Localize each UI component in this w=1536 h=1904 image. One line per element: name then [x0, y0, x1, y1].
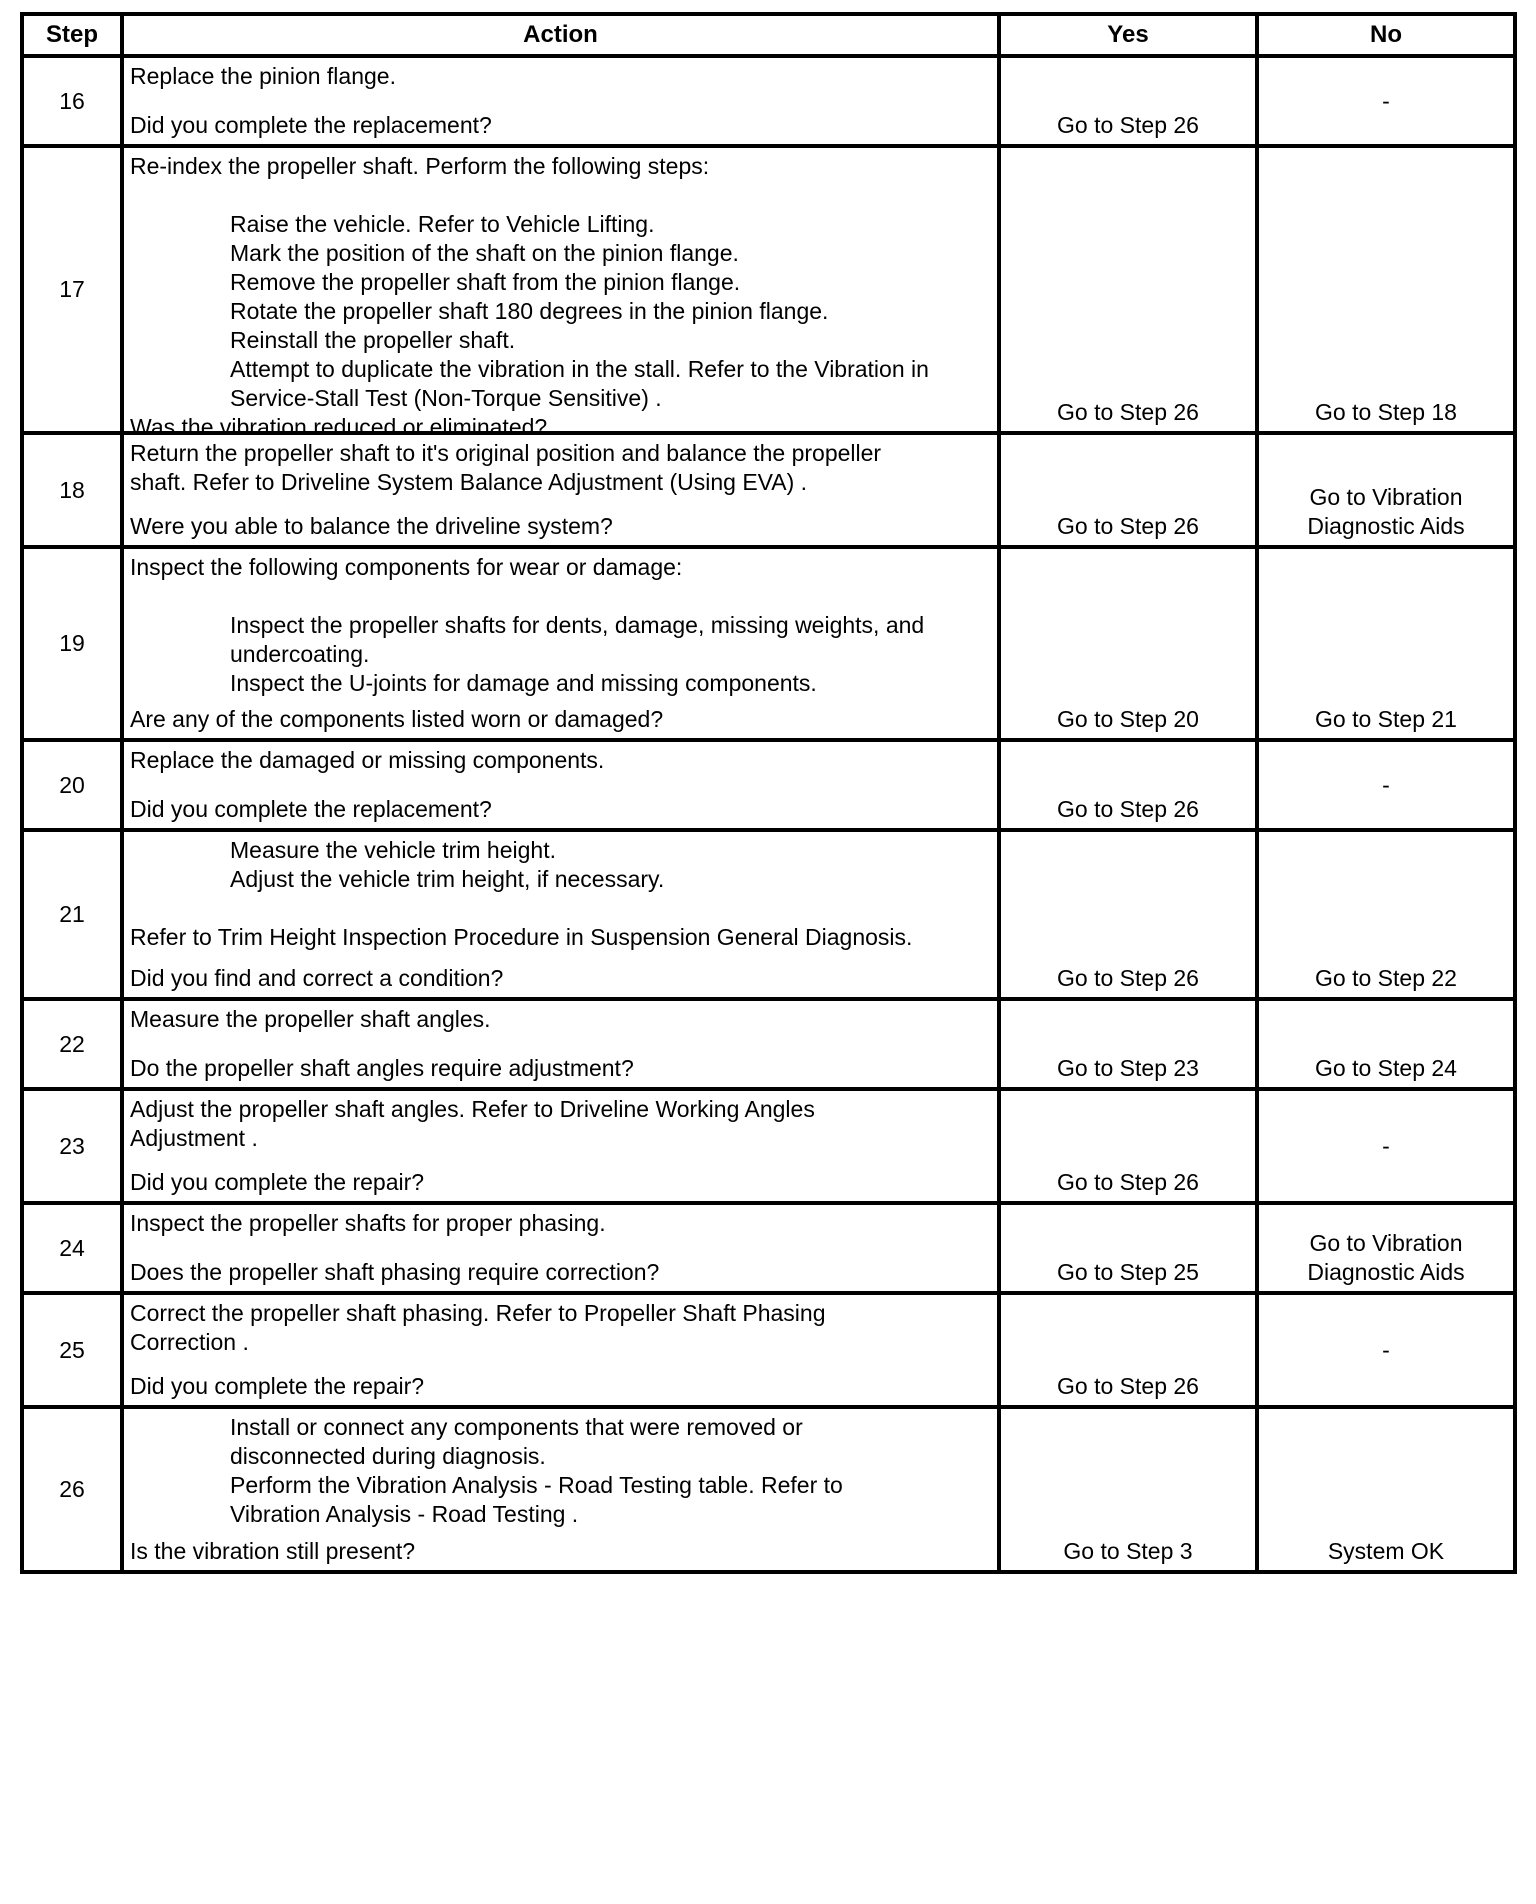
- action-cell: [122, 1293, 999, 1407]
- yes-cell: [999, 999, 1257, 1089]
- yes-answer: Go to Step 26: [1057, 112, 1199, 138]
- table-row: [22, 1407, 1515, 1572]
- yes-cell: [999, 146, 1257, 433]
- header-no: No: [1257, 14, 1515, 56]
- yes-cell: [999, 1203, 1257, 1293]
- action-line: shaft. Refer to Driveline System Balance Adjustment (Using EVA) .: [130, 469, 808, 495]
- no-answer: Diagnostic Aids: [1307, 513, 1465, 539]
- table-row: [22, 56, 1515, 146]
- step-number: 18: [22, 433, 122, 547]
- yes-answer: Go to Step 25: [1057, 1259, 1199, 1285]
- header-yes: Yes: [999, 14, 1257, 56]
- action-subline: Inspect the U-joints for damage and missing components.: [230, 670, 817, 696]
- action-line: Inspect the propeller shafts for proper phasing.: [130, 1210, 606, 1236]
- table-row: [22, 1203, 1515, 1293]
- action-cell: [122, 547, 999, 740]
- action-subline: Install or connect any components that were removed or: [230, 1414, 803, 1440]
- yes-cell: [999, 830, 1257, 999]
- action-line: Measure the propeller shaft angles.: [130, 1006, 491, 1032]
- table-row: [22, 740, 1515, 830]
- no-cell: [1257, 56, 1515, 146]
- yes-cell: [999, 1407, 1257, 1572]
- action-line: Refer to Trim Height Inspection Procedure in Suspension General Diagnosis.: [130, 924, 913, 950]
- action-question: Did you complete the repair?: [130, 1169, 425, 1195]
- action-question: Did you complete the repair?: [130, 1373, 425, 1399]
- action-subline: disconnected during diagnosis.: [230, 1443, 546, 1469]
- diagnostic-table: [20, 12, 1517, 1574]
- step-number: 24: [22, 1203, 122, 1293]
- action-line: Correct the propeller shaft phasing. Refer to Propeller Shaft Phasing: [130, 1300, 826, 1326]
- action-cell: [122, 146, 999, 440]
- no-answer: System OK: [1327, 1538, 1445, 1564]
- action-subline: Perform the Vibration Analysis - Road Testing table. Refer to: [230, 1472, 843, 1498]
- action-cell: [122, 56, 999, 146]
- step-number: 23: [22, 1089, 122, 1203]
- yes-answer: Go to Step 26: [1057, 513, 1199, 539]
- table-row: [22, 146, 1515, 433]
- no-answer: -: [1382, 771, 1390, 798]
- action-line: Adjustment .: [130, 1125, 258, 1151]
- action-subline: Rotate the propeller shaft 180 degrees in the pinion flange.: [230, 298, 829, 324]
- step-number: 16: [22, 56, 122, 146]
- header-step: Step: [22, 14, 122, 56]
- action-cell: [122, 1407, 999, 1572]
- action-subline: undercoating.: [230, 641, 370, 667]
- action-line: Adjust the propeller shaft angles. Refer to Driveline Working Angles: [130, 1096, 815, 1122]
- table-row: [22, 433, 1515, 547]
- no-answer: Go to Step 18: [1315, 399, 1457, 425]
- action-subline: Inspect the propeller shafts for dents, damage, missing weights, and: [230, 612, 925, 638]
- step-number: 17: [22, 146, 122, 433]
- no-answer: Go to Step 21: [1315, 706, 1457, 732]
- action-line: Replace the pinion flange.: [130, 63, 396, 89]
- table-row: [22, 999, 1515, 1089]
- action-subline: Attempt to duplicate the vibration in the stall. Refer to the Vibration in: [230, 356, 929, 382]
- action-cell: [122, 999, 999, 1089]
- action-question: Do the propeller shaft angles require adjustment?: [130, 1055, 634, 1081]
- step-number: 25: [22, 1293, 122, 1407]
- no-cell: [1257, 547, 1515, 740]
- step-number: 20: [22, 740, 122, 830]
- no-cell: [1257, 740, 1515, 830]
- no-cell: [1257, 999, 1515, 1089]
- action-subline: Service-Stall Test (Non-Torque Sensitive) .: [230, 385, 662, 411]
- yes-answer: Go to Step 3: [1063, 1538, 1193, 1564]
- yes-answer: Go to Step 26: [1057, 399, 1199, 425]
- no-cell: [1257, 1089, 1515, 1203]
- action-question: Was the vibration reduced or eliminated?: [130, 414, 548, 440]
- step-number: 26: [22, 1407, 122, 1572]
- step-number: 21: [22, 830, 122, 999]
- no-answer: -: [1382, 87, 1390, 114]
- action-line: Return the propeller shaft to it's original position and balance the propeller: [130, 440, 882, 466]
- action-question: Does the propeller shaft phasing require correction?: [130, 1259, 660, 1285]
- action-subline: Adjust the vehicle trim height, if necessary.: [230, 866, 665, 892]
- action-cell: [122, 830, 999, 999]
- no-answer: Go to Vibration: [1309, 1230, 1463, 1256]
- header-action: Action: [122, 14, 999, 56]
- no-cell: [1257, 1203, 1515, 1293]
- action-line: Re-index the propeller shaft. Perform the following steps:: [130, 153, 710, 179]
- no-answer: -: [1382, 1336, 1390, 1363]
- no-cell: [1257, 146, 1515, 433]
- action-cell: [122, 1089, 999, 1203]
- action-line: Inspect the following components for wear or damage:: [130, 554, 683, 580]
- yes-answer: Go to Step 26: [1057, 1373, 1199, 1399]
- action-subline: Raise the vehicle. Refer to Vehicle Lifting.: [230, 211, 655, 237]
- yes-cell: [999, 547, 1257, 740]
- action-subline: Mark the position of the shaft on the pinion flange.: [230, 240, 739, 266]
- table-row: [22, 547, 1515, 740]
- yes-cell: [999, 433, 1257, 547]
- table-row: [22, 1089, 1515, 1203]
- no-answer: Go to Vibration: [1309, 484, 1463, 510]
- yes-answer: Go to Step 26: [1057, 796, 1199, 822]
- step-number: 19: [22, 547, 122, 740]
- no-cell: [1257, 1407, 1515, 1572]
- yes-cell: [999, 1089, 1257, 1203]
- no-answer: Go to Step 24: [1315, 1055, 1457, 1081]
- action-line: Correction .: [130, 1329, 249, 1355]
- yes-answer: Go to Step 26: [1057, 965, 1199, 991]
- action-subline: Vibration Analysis - Road Testing .: [230, 1501, 579, 1527]
- action-subline: Measure the vehicle trim height.: [230, 837, 556, 863]
- no-cell: [1257, 433, 1515, 547]
- step-number: 22: [22, 999, 122, 1089]
- no-answer: Go to Step 22: [1315, 965, 1457, 991]
- table-row: [22, 1293, 1515, 1407]
- yes-cell: [999, 1293, 1257, 1407]
- action-question: Were you able to balance the driveline system?: [130, 513, 613, 539]
- action-subline: Reinstall the propeller shaft.: [230, 327, 516, 353]
- no-answer: -: [1382, 1132, 1390, 1159]
- header-row: [22, 14, 1515, 56]
- yes-answer: Go to Step 20: [1057, 706, 1199, 732]
- yes-cell: [999, 56, 1257, 146]
- action-question: Is the vibration still present?: [130, 1538, 416, 1564]
- action-question: Did you complete the replacement?: [130, 112, 492, 138]
- action-question: Are any of the components listed worn or damaged?: [130, 706, 664, 732]
- action-subline: Remove the propeller shaft from the pinion flange.: [230, 269, 741, 295]
- yes-answer: Go to Step 23: [1057, 1055, 1199, 1081]
- action-cell: [122, 433, 999, 547]
- yes-cell: [999, 740, 1257, 830]
- no-cell: [1257, 830, 1515, 999]
- action-question: Did you complete the replacement?: [130, 796, 492, 822]
- action-cell: [122, 740, 999, 830]
- action-line: Replace the damaged or missing components.: [130, 747, 605, 773]
- table-row: [22, 830, 1515, 999]
- action-question: Did you find and correct a condition?: [130, 965, 504, 991]
- no-cell: [1257, 1293, 1515, 1407]
- no-answer: Diagnostic Aids: [1307, 1259, 1465, 1285]
- action-cell: [122, 1203, 999, 1293]
- yes-answer: Go to Step 26: [1057, 1169, 1199, 1195]
